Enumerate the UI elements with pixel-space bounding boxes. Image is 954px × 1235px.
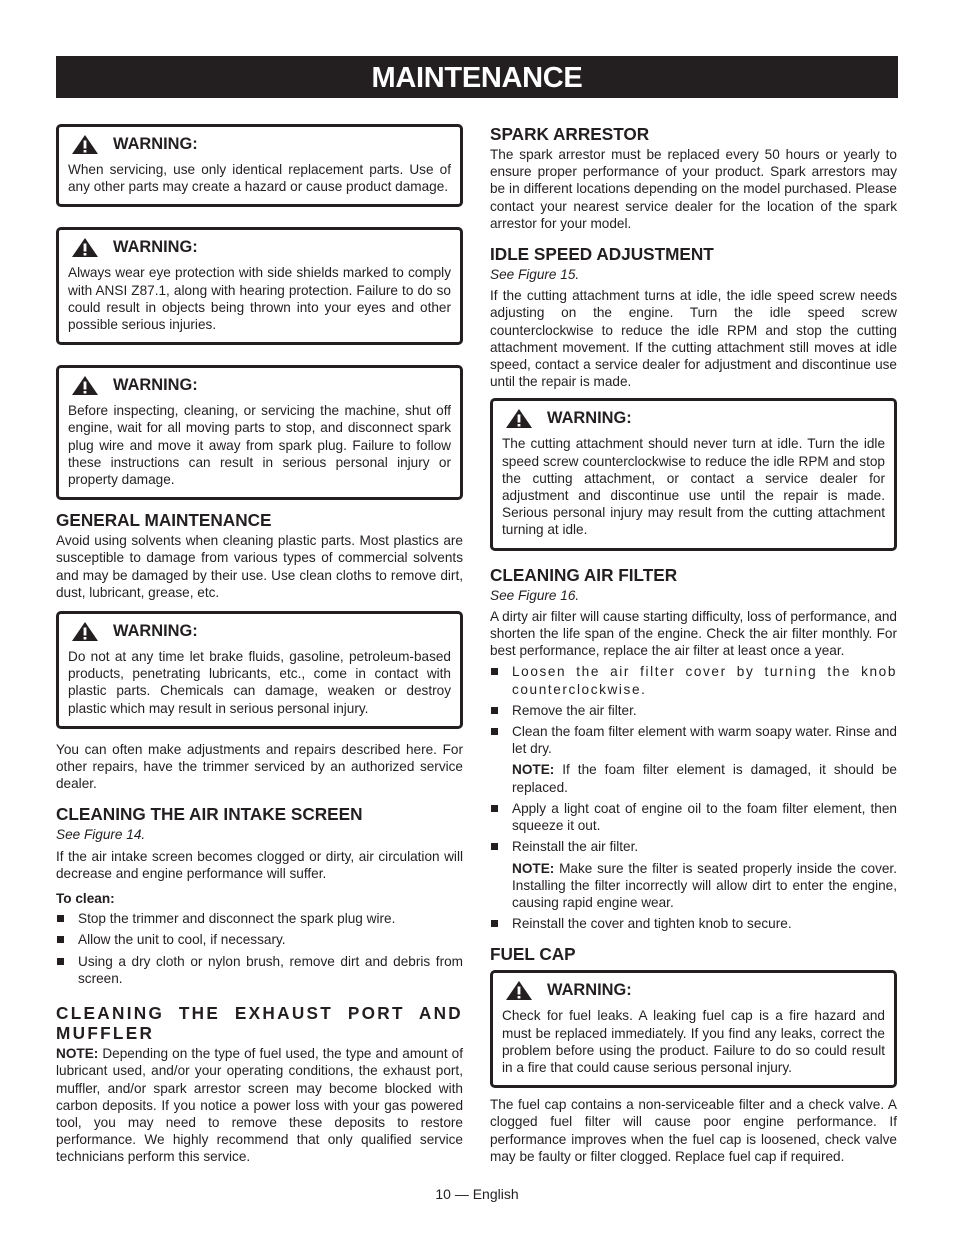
warning-label: WARNING: (113, 621, 198, 640)
figure-reference: See Figure 14. (56, 827, 146, 843)
warning-text: The cutting attachment should never turn at idle. Turn the idle speed screw counterclockwise to reduce the idle RPM and stop the cutting attachment, or contact a service dealer for adjustment and discontinue use until the repair is made. Serious personal injury may result from the cutting attachment turning at idle. (502, 436, 885, 538)
air-intake-heading: CLEANING THE AIR INTAKE SCREEN (56, 804, 363, 825)
air-intake-steps (56, 910, 463, 987)
note-text: If the foam filter element is damaged, it should be replaced. (512, 762, 897, 795)
list-item: Reinstall the cover and tighten knob to secure. (490, 915, 897, 932)
warning-label: WARNING: (547, 409, 632, 428)
note-text: Depending on the type of fuel used, the type and amount of lubricant used, and/or your operating conditions, the exhaust port, muffler, and/or spark arrestor screen may become blocked with carbon deposits. If you notice a power loss with your gas powered tool, you may need to remove these deposits to restore performance. We highly recommend that only qualified service technicians perform this service. (56, 1046, 463, 1165)
warning-triangle-icon (71, 375, 99, 396)
air-intake-text: If the air intake screen becomes clogged or dirty, air circulation will decrease and engine performance will suffer. (56, 848, 463, 881)
warning-text: Check for fuel leaks. A leaking fuel cap is a fire hazard and must be replaced immediately. If you find any leaks, correct the problem before using the product. Failure to do so could result in a fire that could cause serious personal injury. (502, 1008, 885, 1075)
warning-box-fuel-leaks (490, 970, 897, 1088)
warning-triangle-icon (71, 134, 99, 155)
figure-reference: See Figure 16. (490, 587, 580, 603)
note-label: NOTE: (56, 1046, 99, 1062)
warning-box-replacement-parts (56, 124, 463, 207)
warning-text: When servicing, use only identical replacement parts. Use of any other parts may create a hazard or cause product damage. (68, 162, 451, 195)
spark-arrestor-text: The spark arrestor must be replaced every 50 hours or yearly to ensure proper performance of your product. Spark arrestors may be in different locations depending on the model purchased. Please contact your nearest service dealer for the location of the spark arrestor for your model. (490, 147, 897, 231)
list-item: Allow the unit to cool, if necessary. (56, 931, 463, 948)
warning-box-before-inspecting (56, 365, 463, 500)
air-filter-text: A dirty air filter will cause starting difficulty, loss of performance, and shorten the life span of the engine. Check the air filter monthly. For best performance, replace the air filter at least once a year. (490, 608, 897, 659)
spark-arrestor-heading: SPARK ARRESTOR (490, 124, 650, 144)
list-item: Loosen the air filter cover by turning the knob counterclockwise. (490, 663, 897, 697)
fuel-cap-text: The fuel cap contains a non-serviceable filter and a check valve. A clogged fuel filter will cause poor engine performance. If performance improves when the fuel cap is loosened, check valve may be faulty or filter clogged. Replace fuel cap if required. (490, 1097, 897, 1164)
air-filter-note (490, 860, 897, 912)
list-item: Reinstall the air filter. (490, 838, 897, 855)
warning-text: Always wear eye protection with side shields marked to comply with ANSI Z87.1, along with hearing protection. Failure to do so could result in objects being thrown into your eyes and other possible serious injuries. (68, 265, 451, 333)
idle-speed-text: If the cutting attachment turns at idle, the idle speed screw needs adjusting on the engine. Turn the idle speed screw counterclockwise to reduce the idle RPM and stop the cutting attachment movement. If the cutting attachment still moves at idle speed, contact a service dealer for adjustment and discontinue use until the repair is made. (490, 288, 897, 390)
repairs-text: You can often make adjustments and repairs described here. For other repairs, have the trimmer serviced by an authorized service dealer. (56, 741, 463, 792)
general-maintenance-text: Avoid using solvents when cleaning plastic parts. Most plastics are susceptible to damage from various types of commercial solvents and may be damaged by their use. Use clean cloths to remove dirt, dust, lubricant, grease, etc. (56, 533, 463, 600)
air-filter-heading: CLEANING AIR FILTER (490, 564, 678, 585)
warning-text: Do not at any time let brake fluids, gasoline, petroleum-based products, penetrating lubricants, etc., come in contact with plastic parts. Chemicals can damage, weaken or destroy plastic which may result in serious personal injury. (68, 649, 451, 716)
warning-label: WARNING: (113, 134, 198, 153)
list-item: Apply a light coat of engine oil to the foam filter element, then squeeze it out. (490, 800, 897, 834)
left-column (56, 124, 463, 1174)
page-title-banner: MAINTENANCE (56, 56, 898, 98)
warning-box-chemicals (56, 611, 463, 729)
warning-text: Before inspecting, cleaning, or servicing the machine, shut off engine, wait for all moving parts to stop, and disconnect spark plug wire and move it away from spark plug. Failure to follow these instructions can result in serious personal injury or property damage. (68, 403, 451, 488)
list-item: Stop the trimmer and disconnect the spark plug wire. (56, 910, 463, 927)
warning-label: WARNING: (113, 238, 198, 257)
note-label: NOTE: (512, 860, 555, 876)
air-filter-note (490, 761, 897, 795)
exhaust-note (56, 1045, 463, 1165)
exhaust-heading: CLEANING THE EXHAUST PORT AND MUFFLER (56, 1003, 463, 1044)
page-footer: 10 — English (435, 1186, 519, 1202)
air-filter-steps (490, 663, 897, 932)
right-column (490, 124, 897, 1173)
idle-speed-heading: IDLE SPEED ADJUSTMENT (490, 244, 714, 265)
list-item: Using a dry cloth or nylon brush, remove dirt and debris from screen. (56, 953, 463, 987)
list-item: Remove the air filter. (490, 702, 897, 719)
warning-triangle-icon (505, 980, 533, 1001)
warning-box-eye-protection (56, 227, 463, 345)
warning-triangle-icon (505, 408, 533, 429)
note-text: Make sure the filter is seated properly inside the cover. Installing the filter incorrectly will allow dirt to enter the engine, causing rapid engine wear. (512, 860, 897, 910)
warning-triangle-icon (71, 621, 99, 642)
note-label: NOTE: (512, 762, 555, 778)
warning-label: WARNING: (113, 376, 198, 395)
general-maintenance-heading: GENERAL MAINTENANCE (56, 510, 272, 531)
fuel-cap-heading: FUEL CAP (490, 944, 576, 965)
list-item: Clean the foam filter element with warm soapy water. Rinse and let dry. (490, 723, 897, 757)
to-clean-label: To clean: (56, 891, 115, 907)
warning-box-cutting-attachment (490, 398, 897, 550)
warning-triangle-icon (71, 237, 99, 258)
figure-reference: See Figure 15. (490, 267, 580, 283)
warning-label: WARNING: (547, 981, 632, 1000)
